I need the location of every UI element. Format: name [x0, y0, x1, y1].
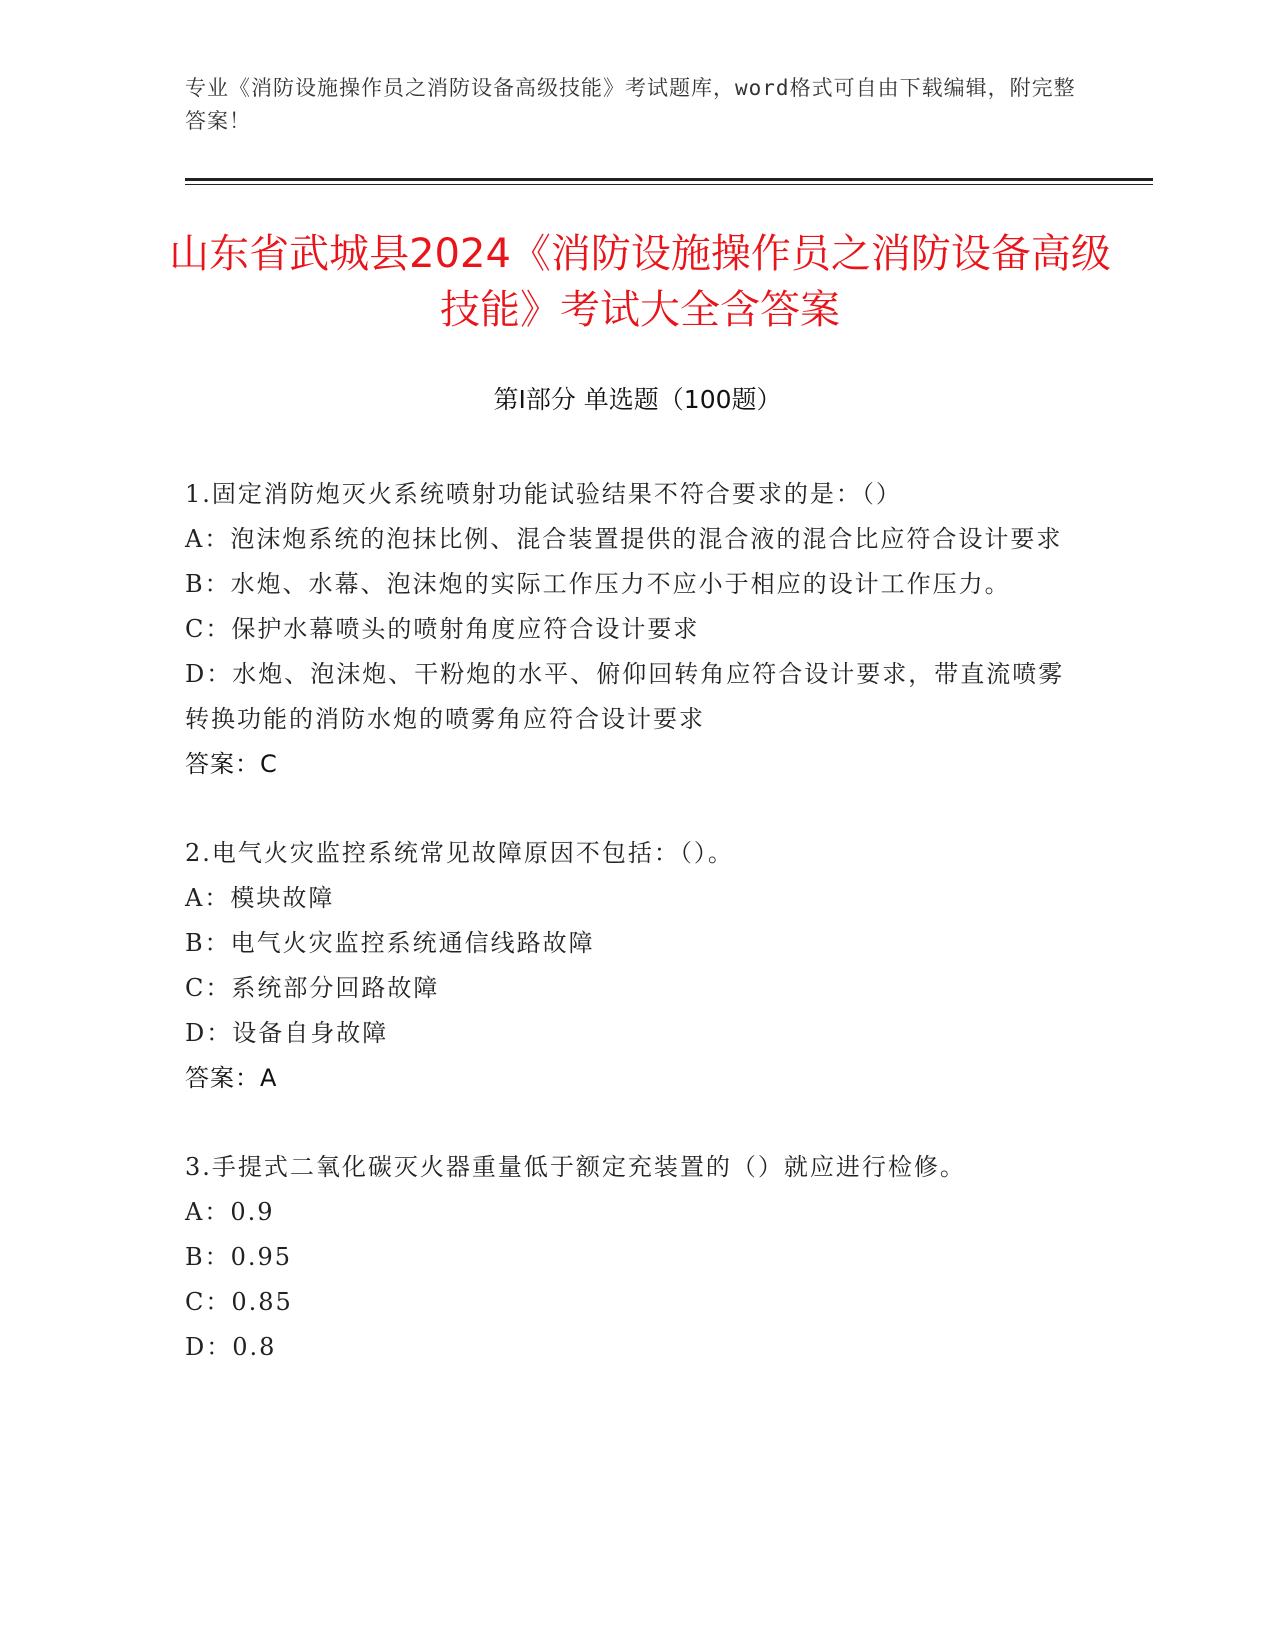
question-stem: 3.手提式二氧化碳灭火器重量低于额定充装置的（）就应进行检修。 [185, 1153, 966, 1181]
header-note: 专业《消防设施操作员之消防设备高级技能》考试题库，word格式可自由下载编辑，附完整答案！ [185, 76, 1076, 133]
option-d: D：设备自身故障 [185, 1019, 389, 1047]
answer-line [185, 742, 1075, 787]
answer-line [185, 1056, 1075, 1101]
question-stem: 2.电气火灾监控系统常见故障原因不包括：（）。 [185, 839, 734, 867]
header-divider-thin [185, 184, 1153, 185]
question-2 [185, 831, 1075, 1101]
question-list [185, 472, 1075, 1414]
option-a: A：泡沫炮系统的泡抹比例、混合装置提供的混合液的混合比应符合设计要求 [185, 525, 1063, 553]
answer-label: 答案： [185, 750, 260, 778]
answer-label: 答案： [185, 1064, 260, 1092]
question-stem: 1.固定消防炮灭火系统喷射功能试验结果不符合要求的是：（） [185, 480, 902, 508]
option-a: A：模块故障 [185, 884, 335, 912]
document-title: 山东省武城县2024《消防设施操作员之消防设备高级技能》考试大全含答案 [169, 231, 1111, 333]
question-1 [185, 472, 1075, 787]
option-b: B：0.95 [185, 1243, 293, 1271]
question-3 [185, 1145, 1075, 1370]
option-d: D：水炮、泡沫炮、干粉炮的水平、俯仰回转角应符合设计要求，带直流喷雾转换功能的消防水炮的喷雾角应符合设计要求 [185, 660, 1065, 733]
option-c: C：0.85 [185, 1288, 293, 1316]
option-a: A：0.9 [185, 1198, 275, 1226]
option-c: C：系统部分回路故障 [185, 974, 440, 1002]
option-c: C：保护水幕喷头的喷射角度应符合设计要求 [185, 615, 700, 643]
option-b: B：电气火灾监控系统通信线路故障 [185, 929, 595, 957]
header-divider-thick [185, 178, 1153, 181]
option-b: B：水炮、水幕、泡沫炮的实际工作压力不应小于相应的设计工作压力。 [185, 570, 1011, 598]
section-heading: 第Ⅰ部分 单选题（100题） [493, 385, 782, 414]
option-d: D：0.8 [185, 1333, 277, 1361]
answer-value: C [260, 750, 278, 778]
answer-value: A [260, 1064, 278, 1092]
